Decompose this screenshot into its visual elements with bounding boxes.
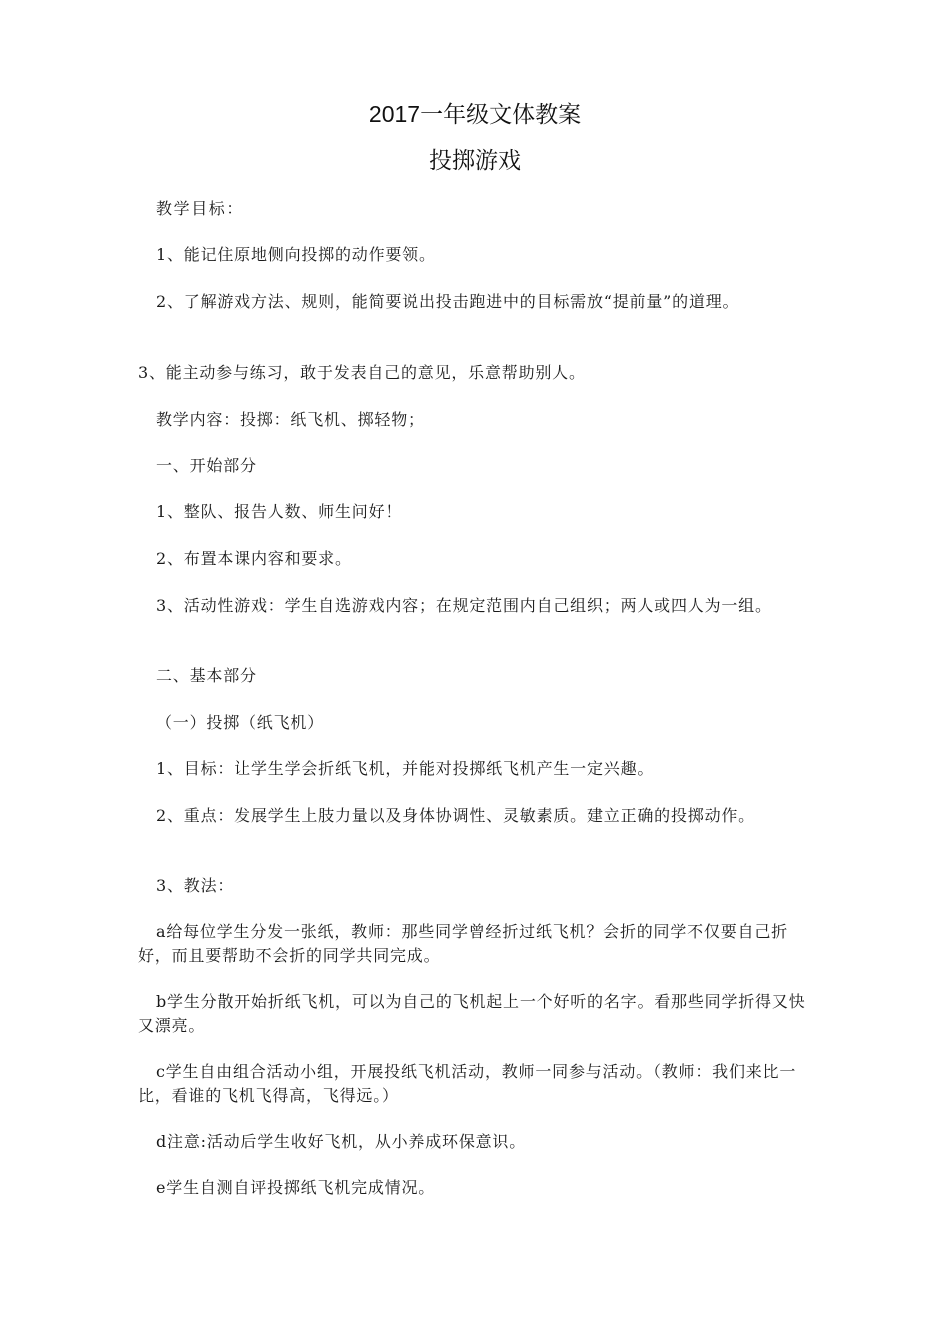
paragraph-subsection-paper-plane: （一）投掷（纸飞机） xyxy=(156,713,325,732)
paragraph-goal-3: 3、能主动参与练习，敢于发表自己的意见，乐意帮助别人。 xyxy=(138,363,586,382)
paragraph-start-2: 2、布置本课内容和要求。 xyxy=(156,549,352,568)
paragraph-goal-1: 1、能记住原地侧向投掷的动作要领。 xyxy=(156,245,436,264)
paragraph-teaching-content: 教学内容：投掷：纸飞机、掷轻物； xyxy=(156,410,425,429)
paragraph-teaching-goals-heading: 教学目标： xyxy=(156,199,245,218)
paragraph-goal-2: 2、了解游戏方法、规则，能简要说出投击跑进中的目标需放“提前量”的道理。 xyxy=(156,292,740,311)
paragraph-basic-2: 2、重点：发展学生上肢力量以及身体协调性、灵敏素质。建立正确的投掷动作。 xyxy=(156,806,755,825)
paragraph-method-e: e学生自测自评投掷纸飞机完成情况。 xyxy=(156,1178,436,1197)
paragraph-section-basic: 二、基本部分 xyxy=(156,666,257,685)
paragraph-basic-1: 1、目标：让学生学会折纸飞机，并能对投掷纸飞机产生一定兴趣。 xyxy=(156,759,655,778)
paragraph-method-c: c学生自由组合活动小组，开展投纸飞机活动，教师一同参与活动。（教师：我们来比一比，看谁的飞机飞得高，飞得远。） xyxy=(138,1062,797,1105)
document-title: 2017一年级文体教案 xyxy=(368,101,582,127)
paragraph-method-d: d注意:活动后学生收好飞机，从小养成环保意识。 xyxy=(156,1132,527,1151)
paragraph-section-start: 一、开始部分 xyxy=(156,456,257,475)
paragraph-start-1: 1、整队、报告人数、师生问好！ xyxy=(156,502,403,521)
paragraph-method-a: a给每位学生分发一张纸，教师：那些同学曾经折过纸飞机？会折的同学不仅要自己折好，而且要帮助不会折的同学共同完成。 xyxy=(138,922,788,965)
paragraph-basic-3: 3、教法： xyxy=(156,876,235,895)
paragraph-start-3: 3、活动性游戏：学生自选游戏内容；在规定范围内自己组织；两人或四人为一组。 xyxy=(156,596,772,615)
paragraph-method-b: b学生分散开始折纸飞机，可以为自己的飞机起上一个好听的名字。看那些同学折得又快又漂亮。 xyxy=(138,992,806,1035)
document-subtitle: 投掷游戏 xyxy=(429,147,521,173)
